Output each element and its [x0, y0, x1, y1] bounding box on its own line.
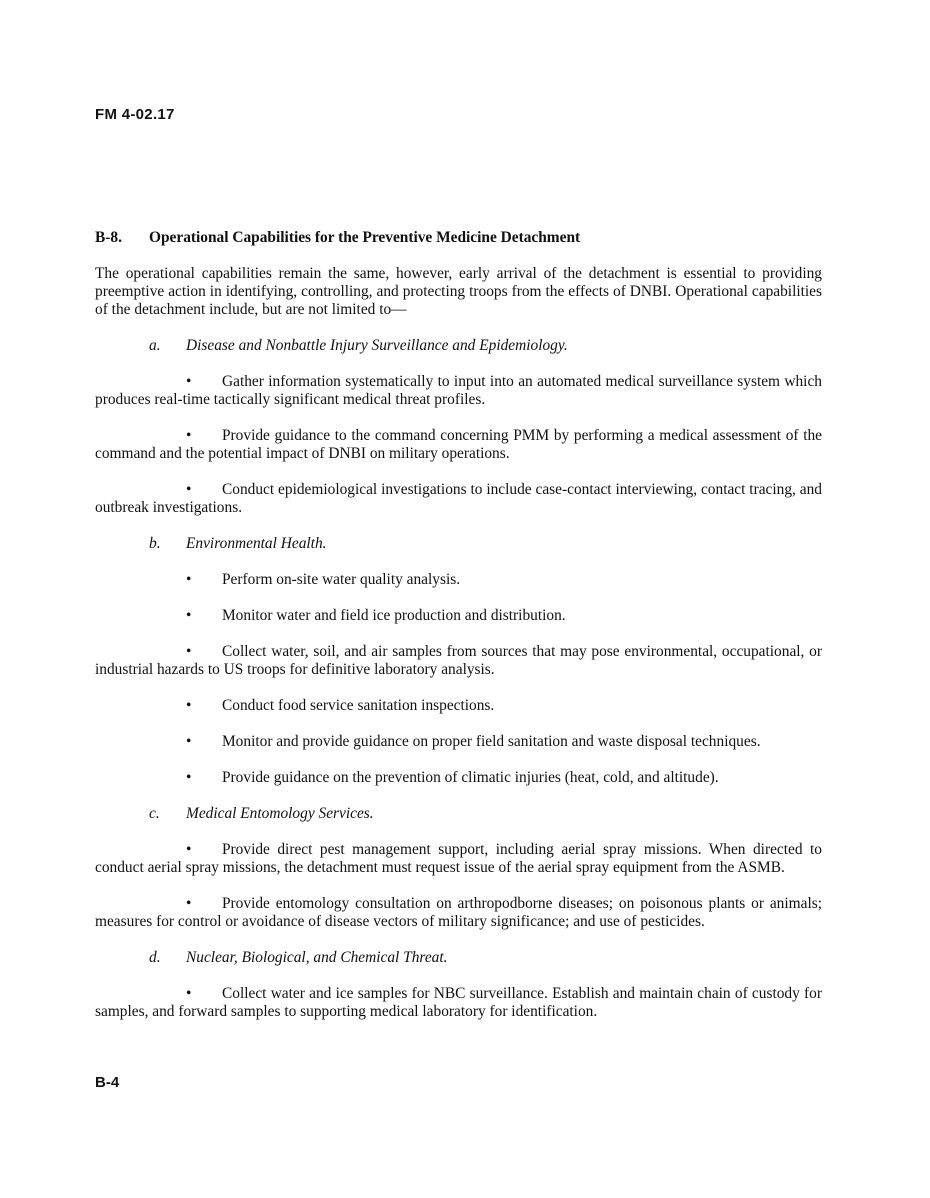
bullet-text: Provide guidance to the command concerning PMM by performing a medical assessment of the command and the potential impact of DNBI on military operations. — [95, 427, 822, 462]
bullet-text: Provide guidance on the prevention of climatic injuries (heat, cold, and altitude). — [222, 769, 719, 786]
bullet-text: Perform on-site water quality analysis. — [222, 571, 461, 588]
subsection-letter: a. — [149, 337, 161, 354]
intro-paragraph: The operational capabilities remain the same, however, early arrival of the detachment is essential to providing preemptive action in identifying, controlling, and protecting troops from the effects of DNBI. Operational capabilities of the detachment include, but are not limited to— — [95, 265, 822, 318]
bullet-text: Gather information systematically to input into an automated medical surveillance system which produces real-time tactically significant medical threat profiles. — [95, 373, 822, 408]
subsection-letter: c. — [149, 805, 160, 822]
bullet-icon: • — [186, 481, 192, 498]
page-number: B-4 — [95, 1074, 120, 1091]
bullet-icon: • — [186, 841, 192, 858]
document-body — [95, 229, 822, 1021]
bullet-icon: • — [186, 571, 192, 588]
page-header: FM 4-02.17 — [95, 106, 175, 123]
bullet-text: Monitor water and field ice production and distribution. — [222, 607, 566, 624]
subsection-title: Environmental Health. — [186, 535, 327, 552]
bullet-text: Provide entomology consultation on arthropodborne diseases; on poisonous plants or animals; measures for control or avoidance of disease vectors of military significance; and use of pesticides. — [95, 895, 822, 930]
bullet-item — [95, 697, 822, 715]
section-title: Operational Capabilities for the Preventive Medicine Detachment — [149, 229, 581, 246]
bullet-icon: • — [186, 895, 192, 912]
subsection-heading — [95, 805, 822, 823]
bullet-item — [95, 607, 822, 625]
bullet-item — [95, 733, 822, 751]
bullet-icon: • — [186, 643, 192, 660]
bullet-text: Collect water, soil, and air samples from sources that may pose environmental, occupational, or industrial hazards to US troops for definitive laboratory analysis. — [95, 643, 822, 678]
bullet-text: Provide direct pest management support, including aerial spray missions. When directed to conduct aerial spray missions, the detachment must request issue of the aerial spray equipment from the ASMB. — [95, 841, 822, 876]
bullet-item — [95, 841, 822, 877]
bullet-item — [95, 985, 822, 1021]
subsection-heading — [95, 337, 822, 355]
bullet-text: Monitor and provide guidance on proper field sanitation and waste disposal techniques. — [222, 733, 761, 750]
section-heading — [95, 229, 822, 247]
bullet-icon: • — [186, 427, 192, 444]
bullet-icon: • — [186, 985, 192, 1002]
bullet-item — [95, 481, 822, 517]
bullet-text: Conduct food service sanitation inspections. — [222, 697, 495, 714]
subsection-letter: b. — [149, 535, 161, 552]
subsection-title: Disease and Nonbattle Injury Surveillance and Epidemiology. — [186, 337, 568, 354]
bullet-icon: • — [186, 733, 192, 750]
bullet-item — [95, 769, 822, 787]
bullet-text: Conduct epidemiological investigations to include case-contact interviewing, contact tracing, and outbreak investigations. — [95, 481, 822, 516]
subsection-title: Medical Entomology Services. — [186, 805, 374, 822]
subsection-heading — [95, 535, 822, 553]
bullet-icon: • — [186, 373, 192, 390]
subsection-heading — [95, 949, 822, 967]
bullet-item — [95, 427, 822, 463]
section-number: B-8. — [95, 229, 122, 246]
bullet-icon: • — [186, 697, 192, 714]
bullet-item — [95, 643, 822, 679]
bullet-text: Collect water and ice samples for NBC surveillance. Establish and maintain chain of custody for samples, and forward samples to supporting medical laboratory for identification. — [95, 985, 822, 1020]
bullet-item — [95, 895, 822, 931]
bullet-icon: • — [186, 607, 192, 624]
subsection-title: Nuclear, Biological, and Chemical Threat. — [186, 949, 448, 966]
subsection-letter: d. — [149, 949, 161, 966]
bullet-item — [95, 571, 822, 589]
bullet-item — [95, 373, 822, 409]
bullet-icon: • — [186, 769, 192, 786]
